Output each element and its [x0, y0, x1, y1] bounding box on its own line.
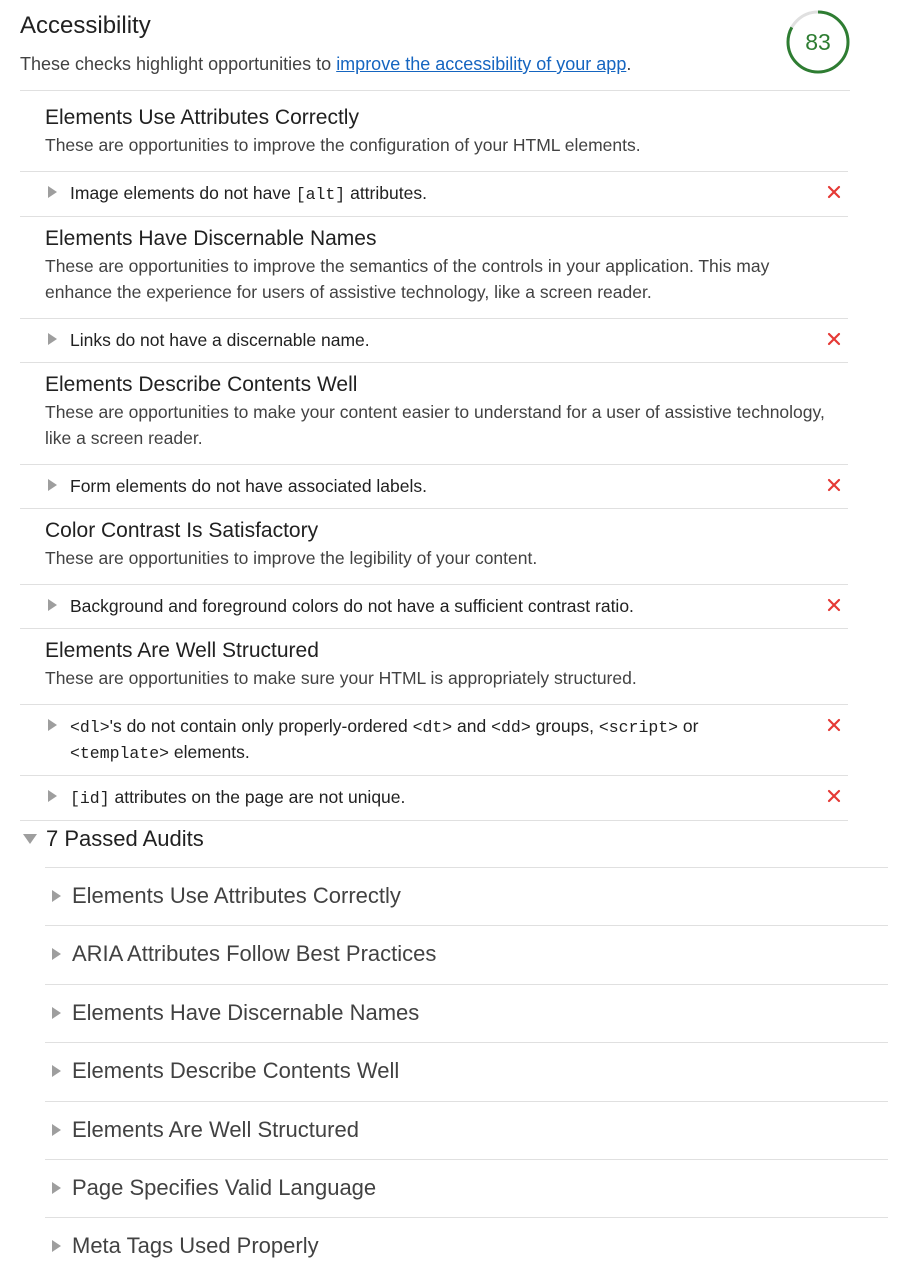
audit-list [20, 584, 848, 628]
audit-list [20, 318, 848, 362]
code-snippet: <dt> [412, 718, 453, 737]
description-prefix: These checks highlight opportunities to [20, 54, 337, 74]
score-value: 83 [805, 29, 831, 55]
audit-group-header [20, 91, 848, 158]
audit-group [20, 504, 848, 629]
failed-audit-title [70, 716, 699, 762]
audit-list [20, 171, 848, 216]
score-gauge [786, 10, 850, 74]
audit-text: elements. [169, 742, 250, 762]
audit-group-title: Color Contrast Is Satisfactory [45, 519, 319, 542]
audit-group-description: These are opportunities to improve the legibility of your content. [45, 548, 538, 568]
passed-audit-group[interactable] [45, 1042, 888, 1101]
category-title: Accessibility [20, 12, 151, 39]
failed-audit-title [70, 476, 427, 496]
passed-audit-group[interactable] [45, 1159, 888, 1218]
code-snippet: <template> [70, 744, 170, 763]
fail-x-icon [826, 331, 842, 347]
description-suffix: . [626, 54, 632, 74]
audit-text: groups, [530, 716, 599, 736]
failed-audit-row[interactable] [20, 464, 848, 508]
failed-audit-row[interactable] [20, 171, 848, 216]
fail-x-icon [826, 717, 842, 733]
fail-x-icon [826, 788, 842, 804]
audit-text: and [452, 716, 492, 736]
audit-group-description: These are opportunities to improve the configuration of your HTML elements. [45, 135, 641, 155]
code-snippet: <script> [598, 718, 679, 737]
audit-group-description: These are opportunities to make sure your HTML is appropriately structured. [45, 668, 637, 688]
audit-text: Background and foreground colors do not have a sufficient contrast ratio. [70, 596, 634, 616]
passed-audit-group[interactable] [45, 1217, 888, 1276]
fail-x-icon [826, 184, 842, 200]
audit-group [20, 358, 848, 509]
audit-group-header [20, 624, 848, 691]
audit-text: attributes. [345, 183, 427, 203]
audit-group-title: Elements Have Discernable Names [45, 227, 377, 250]
expand-right-icon [52, 1007, 61, 1019]
audit-text: Links do not have a discernable name. [70, 330, 370, 350]
expand-right-icon [48, 186, 57, 198]
passed-audit-group-title: Page Specifies Valid Language [72, 1175, 377, 1200]
expand-right-icon [52, 1182, 61, 1194]
expand-right-icon [48, 719, 57, 731]
audit-text: Form elements do not have associated labels. [70, 476, 427, 496]
accessibility-link[interactable]: improve the accessibility of your app [336, 54, 627, 74]
expand-down-icon [23, 834, 37, 844]
failed-audit-row[interactable] [20, 584, 848, 628]
audit-group-description: These are opportunities to make your content easier to understand for a user of assistive technology, like a screen reader. [45, 402, 825, 448]
audit-group [20, 91, 848, 217]
passed-audit-group[interactable] [45, 925, 888, 984]
expand-right-icon [48, 333, 57, 345]
audit-list [20, 704, 848, 820]
expand-right-icon [52, 948, 61, 960]
code-snippet: <dl> [70, 718, 110, 737]
audit-group-header [20, 212, 848, 305]
expand-right-icon [52, 1065, 61, 1077]
passed-audit-group-title: Elements Use Attributes Correctly [72, 883, 401, 908]
audit-group-header [20, 504, 848, 571]
code-snippet: [id] [70, 789, 110, 808]
code-snippet: <dd> [491, 718, 531, 737]
audit-text: or [678, 716, 699, 736]
passed-audit-group[interactable] [45, 867, 888, 926]
failed-audit-title [70, 596, 634, 616]
audit-group [20, 212, 848, 363]
passed-audit-group[interactable] [45, 1101, 888, 1160]
audit-group-title: Elements Describe Contents Well [45, 373, 358, 396]
audit-list [20, 464, 848, 508]
expand-right-icon [48, 599, 57, 611]
expand-right-icon [52, 1240, 61, 1252]
failed-audit-title [70, 330, 370, 350]
failed-audit-row[interactable] [20, 775, 848, 820]
code-snippet: [alt] [295, 185, 346, 204]
audit-text: Image elements do not have [70, 183, 296, 203]
expand-right-icon [48, 479, 57, 491]
failed-audit-row[interactable] [20, 318, 848, 362]
expand-right-icon [48, 790, 57, 802]
audit-group-title: Elements Are Well Structured [45, 639, 319, 662]
failed-audit-title [70, 183, 427, 203]
category-header [20, 10, 850, 91]
passed-audit-group[interactable] [45, 984, 888, 1043]
expand-right-icon [52, 890, 61, 902]
passed-audit-group-title: Elements Describe Contents Well [72, 1058, 400, 1084]
audit-text: 's do not contain only properly-ordered [109, 716, 413, 736]
audit-group-header [20, 358, 848, 451]
audit-group-title: Elements Use Attributes Correctly [45, 106, 359, 129]
audit-group-description: These are opportunities to improve the semantics of the controls in your application. This may enhance the experience for users of assistive technology, like a screen reader. [45, 256, 770, 302]
passed-audit-group-title: Elements Have Discernable Names [72, 999, 420, 1025]
audit-text: attributes on the page are not unique. [109, 787, 406, 807]
audit-group [20, 624, 848, 821]
passed-audit-group-title: ARIA Attributes Follow Best Practices [72, 941, 437, 967]
failed-audit-row[interactable] [20, 704, 848, 775]
failed-audit-title [70, 787, 405, 807]
passed-audit-group-title: Meta Tags Used Properly [72, 1233, 319, 1259]
passed-audits-toggle[interactable] [20, 822, 888, 866]
category-description [20, 54, 631, 75]
passed-audits-label: 7 Passed Audits [46, 826, 204, 851]
expand-right-icon [52, 1124, 61, 1136]
passed-audit-group-title: Elements Are Well Structured [72, 1116, 359, 1142]
fail-x-icon [826, 477, 842, 493]
fail-x-icon [826, 597, 842, 613]
